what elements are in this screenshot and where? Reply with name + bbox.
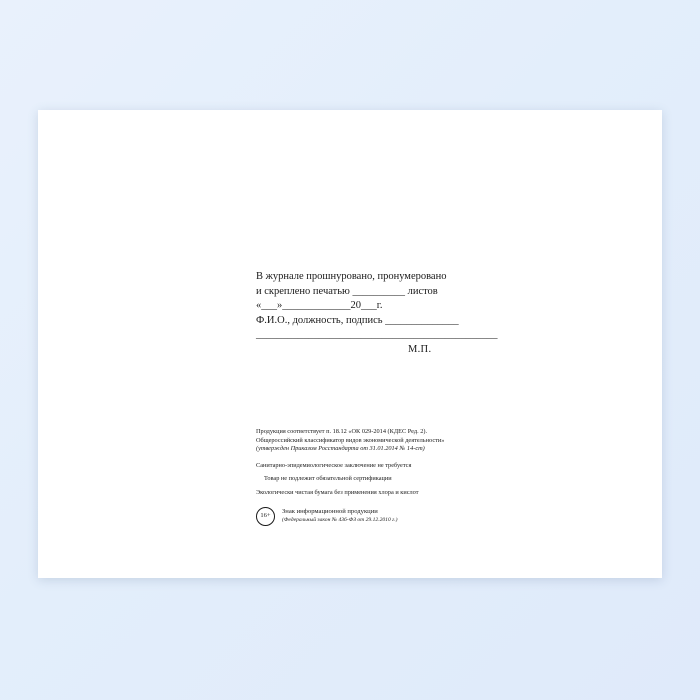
age-rating-title: Знак информационной продукции <box>282 507 378 515</box>
legal-spacer-1 <box>256 454 596 462</box>
age-rating-badge: 16+ <box>256 507 275 526</box>
certification-line-2: и скреплено печатью __________ листов <box>256 285 438 297</box>
age-rating-subtitle: (Федеральный закон № 436-ФЗ от 29.12.2010 г.) <box>282 516 398 523</box>
document-sheet <box>38 110 662 578</box>
age-rating-text <box>282 508 398 524</box>
legal-line-6: Экологически чистая бумага без применения хлора и кислот <box>256 488 419 496</box>
legal-line-1: Продукция соответствует п. 18.12 «ОК 029-2014 (КДЕС Ред. 2). <box>256 428 428 435</box>
legal-line-4: Санитарно-эпидемиологическое заключение не требуется <box>256 461 412 469</box>
certification-line-1: В журнале прошнуровано, пронумеровано <box>256 271 447 282</box>
legal-line-3: (утвержден Приказом Росстандарта от 31.01.2014 № 14-ст) <box>256 445 425 453</box>
legal-notice-block <box>256 428 596 526</box>
seal-place-label: М.П. <box>408 344 432 355</box>
certification-line-4: Ф.И.О., должность, подпись ______________ <box>256 314 459 326</box>
journal-certification-block <box>256 270 586 343</box>
certification-line-5: ______________________________________________ <box>256 329 498 340</box>
legal-line-5: Товар не подлежит обязательной сертификации <box>264 475 392 483</box>
age-rating-row <box>256 507 596 526</box>
certification-line-3: «___»_____________20___г. <box>256 300 383 311</box>
legal-line-2: Общероссийский классификатор видов экономической деятельности» <box>256 436 445 444</box>
